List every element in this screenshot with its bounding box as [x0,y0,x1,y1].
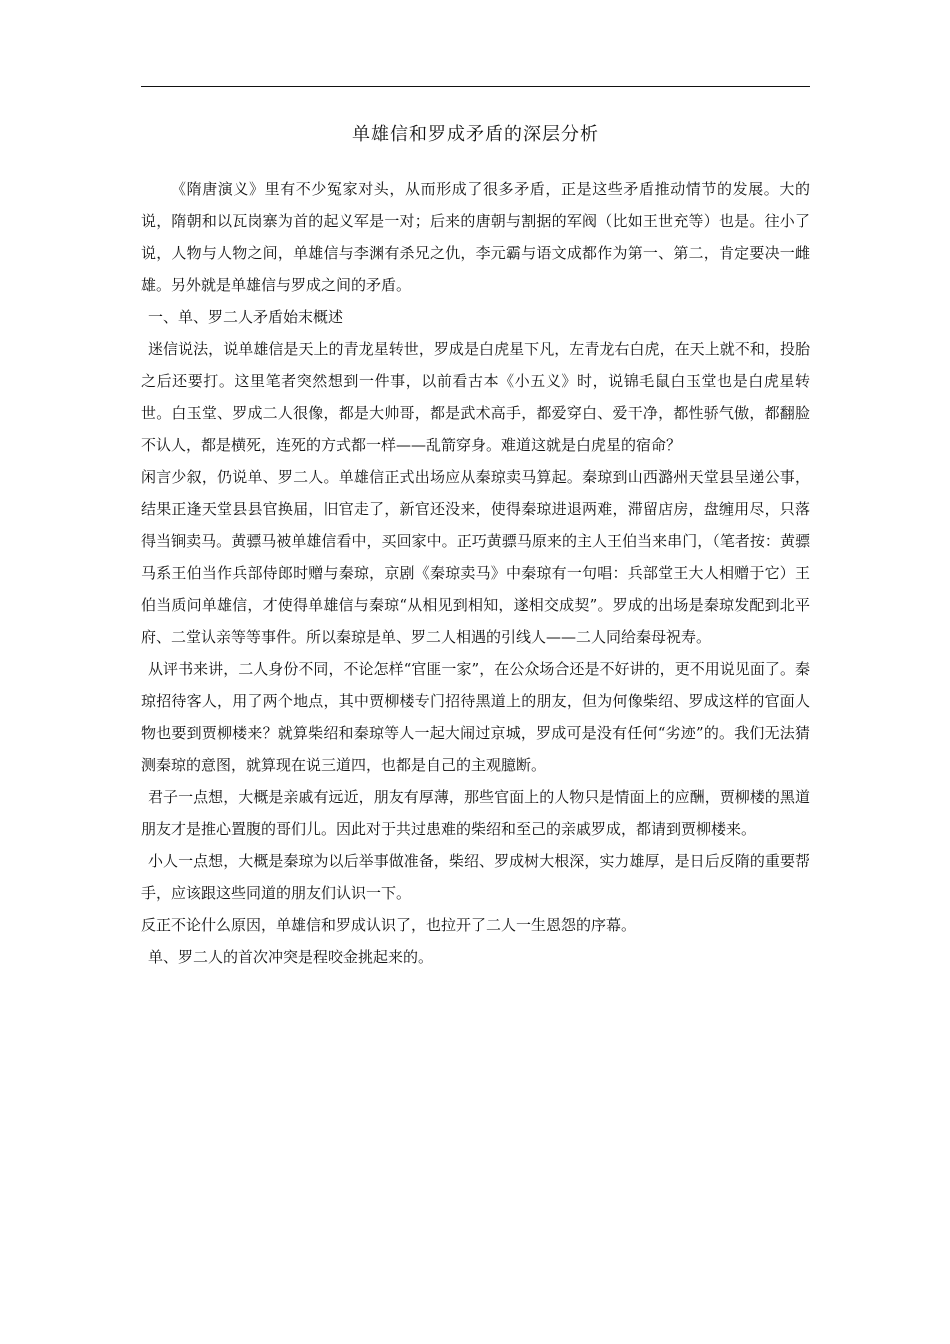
section-heading: 一、单、罗二人矛盾始末概述 [148,308,344,326]
header-rule [141,86,810,87]
paragraph: 闲言少叙，仍说单、罗二人。单雄信正式出场应从秦琼卖马算起。秦琼到山西潞州天堂县呈递公事，结果正逢天堂县县官换届，旧官走了，新官还没来，使得秦琼进退两难，滞留店房，盘缠用尽，只落得当锏卖马。黄骠马被单雄信看中，买回家中。正巧黄骠马原来的主人王伯当来串门，（笔者按：黄骠马系王伯当作兵部侍郎时赠与秦琼，京剧《秦琼卖马》中秦琼有一句唱：兵部堂王大人相赠于它）王伯当质问单雄信，才使得单雄信与秦琼“从相见到相知，遂相交成契”。罗成的出场是秦琼发配到北平府、二堂认亲等等事件。所以秦琼是单、罗二人相遇的引线人——二人同给秦母祝寿。 [141,468,810,646]
paragraph: 君子一点想，大概是亲戚有远近，朋友有厚薄，那些官面上的人物只是情面上的应酬，贾柳楼的黑道朋友才是推心置腹的哥们儿。因此对于共过患难的柴绍和至己的亲戚罗成，都请到贾柳楼来。 [141,788,810,838]
paragraph: 单、罗二人的首次冲突是程咬金挑起来的。 [148,948,434,966]
paragraph: 迷信说法，说单雄信是天上的青龙星转世，罗成是白虎星下凡，左青龙右白虎，在天上就不和，投胎之后还要打。这里笔者突然想到一件事，以前看古本《小五义》时，说锦毛鼠白玉堂也是白虎星转世。白玉堂、罗成二人很像，都是大帅哥，都是武术高手，都爱穿白、爱干净，都性骄气傲，都翻脸不认人，都是横死，连死的方式都一样——乱箭穿身。难道这就是白虎星的宿命？ [141,340,810,454]
paragraph: 小人一点想，大概是秦琼为以后举事做准备，柴绍、罗成树大根深，实力雄厚，是日后反隋的重要帮手，应该跟这些同道的朋友们认识一下。 [141,852,810,902]
document-body [141,173,810,973]
paragraph: 反正不论什么原因，单雄信和罗成认识了，也拉开了二人一生恩怨的序幕。 [141,916,637,934]
document-title: 单雄信和罗成矛盾的深层分析 [352,124,599,145]
paragraph: 从评书来讲，二人身份不同，不论怎样“官匪一家”，在公众场合还是不好讲的，更不用说见面了。秦琼招待客人，用了两个地点，其中贾柳楼专门招待黑道上的朋友，但为何像柴绍、罗成这样的官面人物也要到贾柳楼来？就算柴绍和秦琼等人一起大闹过京城，罗成可是没有任何“劣迹”的。我们无法猜测秦琼的意图，就算现在说三道四，也都是自己的主观臆断。 [141,660,810,774]
paragraph-intro: 《隋唐演义》里有不少冤家对头，从而形成了很多矛盾，正是这些矛盾推动情节的发展。大的说，隋朝和以瓦岗寨为首的起义军是一对；后来的唐朝与割据的军阀（比如王世充等）也是。往小了说，人物与人物之间，单雄信与李渊有杀兄之仇，李元霸与语文成都作为第一、第二，肯定要决一雌雄。另外就是单雄信与罗成之间的矛盾。 [141,180,810,294]
